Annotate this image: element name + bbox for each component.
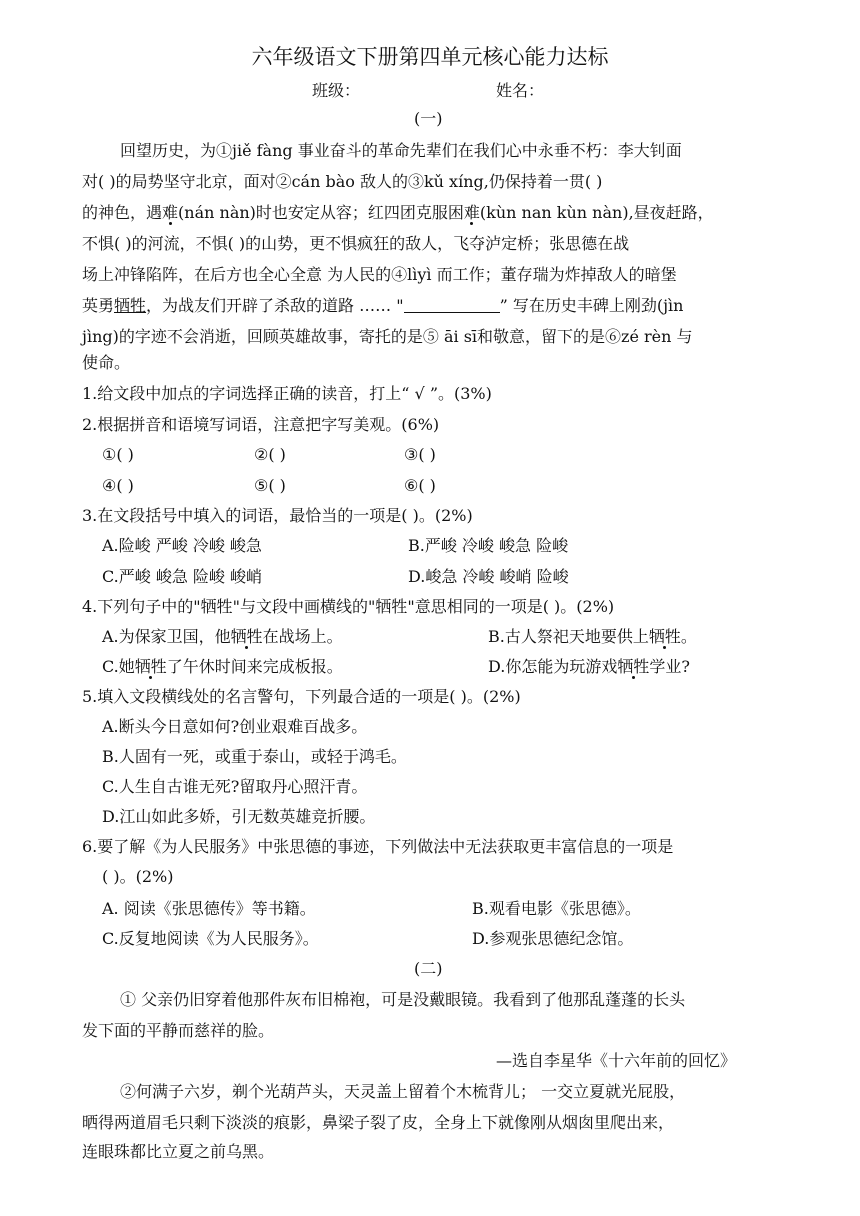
answer-blank-6: ⑥( ) [404, 476, 436, 495]
text-segment: B.古人祭祀天地要供上 [488, 627, 649, 646]
dotted-char: 难 [463, 203, 480, 222]
answer-blank-5: ⑤( ) [254, 476, 286, 495]
answer-blank-3: ③( ) [404, 445, 436, 464]
passage1-line1: 回望历史，为①jiě fàng 事业奋斗的革命先辈们在我们心中永垂不朽：李大钊面 [120, 141, 682, 160]
passage1-line2: 对( )的局势坚守北京，面对②cán bào 敌人的③kǔ xíng,仍保持着一贯( ) [82, 172, 603, 191]
option-c [102, 656, 343, 678]
passage1-line6 [82, 295, 683, 317]
dotted-word: 牺牲 [617, 657, 650, 676]
question-3: 3.在文段括号中填入的词语，最恰当的一项是( )。(2%) [82, 506, 473, 525]
text-segment: C.她 [102, 657, 135, 676]
section-heading-1: (一) [414, 109, 443, 128]
question-2: 2.根据拼音和语境写词语，注意把字写美观。(6%) [82, 415, 440, 434]
passage1-line8: 使命。 [82, 353, 131, 372]
text-segment: ” 写在历史丰碑上刚劲(jìn [499, 296, 684, 315]
text-segment: 在战场上。 [262, 627, 343, 646]
question-1: 1.给文段中加点的字词选择正确的读音，打上“ √ ”。(3%) [82, 384, 492, 403]
dotted-word: 牺牲 [134, 657, 167, 676]
answer-blank-2: ②( ) [254, 445, 286, 464]
passage2-source: —选自李星华《十六年前的回忆》 [496, 1051, 737, 1070]
passage1-line7: jìng)的字迹不会消逝，回顾英雄故事，寄托的是⑤ āi sī和敬意，留下的是⑥zé rèn 与 [82, 327, 693, 346]
option-a: A.断头今日意如何?创业艰难百战多。 [102, 717, 368, 736]
passage2-line5: 连眼珠都比立夏之前乌黑。 [82, 1142, 275, 1161]
name-label: 姓名： [496, 81, 545, 100]
underlined-word: 牺牲 [114, 296, 147, 315]
fill-blank-line [404, 296, 500, 313]
dotted-char: 难 [162, 203, 179, 222]
answer-blank-1: ①( ) [102, 445, 134, 464]
text-segment: 的神色，遇 [82, 203, 163, 222]
passage2-line3: ②何满子六岁，剃个光葫芦头，天灵盖上留着个木梳背儿； 一交立夏就光屁股， [120, 1082, 686, 1101]
option-a [102, 626, 343, 648]
dotted-word: 牺牲 [230, 627, 263, 646]
option-c: C.严峻 峻急 险峻 峻峭 [102, 567, 263, 586]
answer-blank-4: ④( ) [102, 476, 134, 495]
passage2-line1: ① 父亲仍旧穿着他那件灰布旧棉袍，可是没戴眼镜。我看到了他那乱蓬蓬的长头 [120, 990, 686, 1009]
option-d: D.峻急 冷峻 峻峭 险峻 [408, 567, 569, 586]
option-a: A.险峻 严峻 冷峻 峻急 [102, 536, 262, 555]
passage2-line2: 发下面的平静而慈祥的脸。 [82, 1021, 275, 1040]
text-segment: (nán nàn)时也安定从容；红四团克服困 [178, 203, 464, 222]
text-segment: ，为战友们开辟了杀敌的道路 …… " [146, 296, 404, 315]
option-b: B.严峻 冷峻 峻急 险峻 [408, 536, 569, 555]
text-segment: 了午休时间来完成板报。 [166, 657, 343, 676]
text-segment: 。 [680, 627, 697, 646]
option-d: D.江山如此多娇，引无数英雄竞折腰。 [102, 807, 376, 826]
text-segment: 学业? [649, 657, 690, 676]
question-4: 4.下列句子中的"牺牲"与文段中画横线的"牺牲"意思相同的一项是( )。(2%) [82, 597, 615, 616]
text-segment: D.你怎能为玩游戏 [488, 657, 618, 676]
page-title: 六年级语文下册第四单元核心能力达标 [251, 45, 609, 69]
section-heading-2: (二) [414, 959, 443, 978]
question-5: 5.填入文段横线处的名言警句，下列最合适的一项是( )。(2%) [82, 687, 521, 706]
text-segment: A.为保家卫国，他 [102, 627, 231, 646]
question-6: 6.要了解《为人民服务》中张思德的事迹，下列做法中无法获取更丰富信息的一项是 [82, 837, 674, 856]
passage1-line3 [82, 202, 714, 224]
text-segment: 英勇 [82, 296, 115, 315]
text-segment: (kùn nan kùn nàn),昼夜赶路， [479, 203, 714, 222]
option-b [488, 626, 697, 648]
option-c: C.人生自古谁无死?留取丹心照汗青。 [102, 777, 368, 796]
class-label: 班级： [312, 81, 361, 100]
option-b: B.观看电影《张思德》。 [472, 899, 641, 918]
passage2-line4: 晒得两道眉毛只剩下淡淡的痕影，鼻梁子裂了皮，全身上下就像刚从烟囱里爬出来， [82, 1113, 675, 1132]
option-c: C.反复地阅读《为人民服务》。 [102, 929, 319, 948]
option-d [488, 656, 690, 678]
option-b: B.人固有一死，或重于泰山，或轻于鸿毛。 [102, 747, 407, 766]
passage1-line5: 场上冲锋陷阵，在后方也全心全意 为人民的④lìyì 而工作；董存瑞为炸掉敌人的暗堡 [82, 265, 677, 284]
passage1-line4: 不惧( )的河流，不惧( )的山势，更不惧疯狂的敌人，飞夺泸定桥；张思德在战 [82, 234, 630, 253]
option-d: D.参观张思德纪念馆。 [472, 929, 634, 948]
option-a: A. 阅读《张思德传》等书籍。 [102, 899, 316, 918]
dotted-word: 牺牲 [648, 627, 681, 646]
question-6-answer-blank: ( )。(2%) [102, 867, 174, 886]
